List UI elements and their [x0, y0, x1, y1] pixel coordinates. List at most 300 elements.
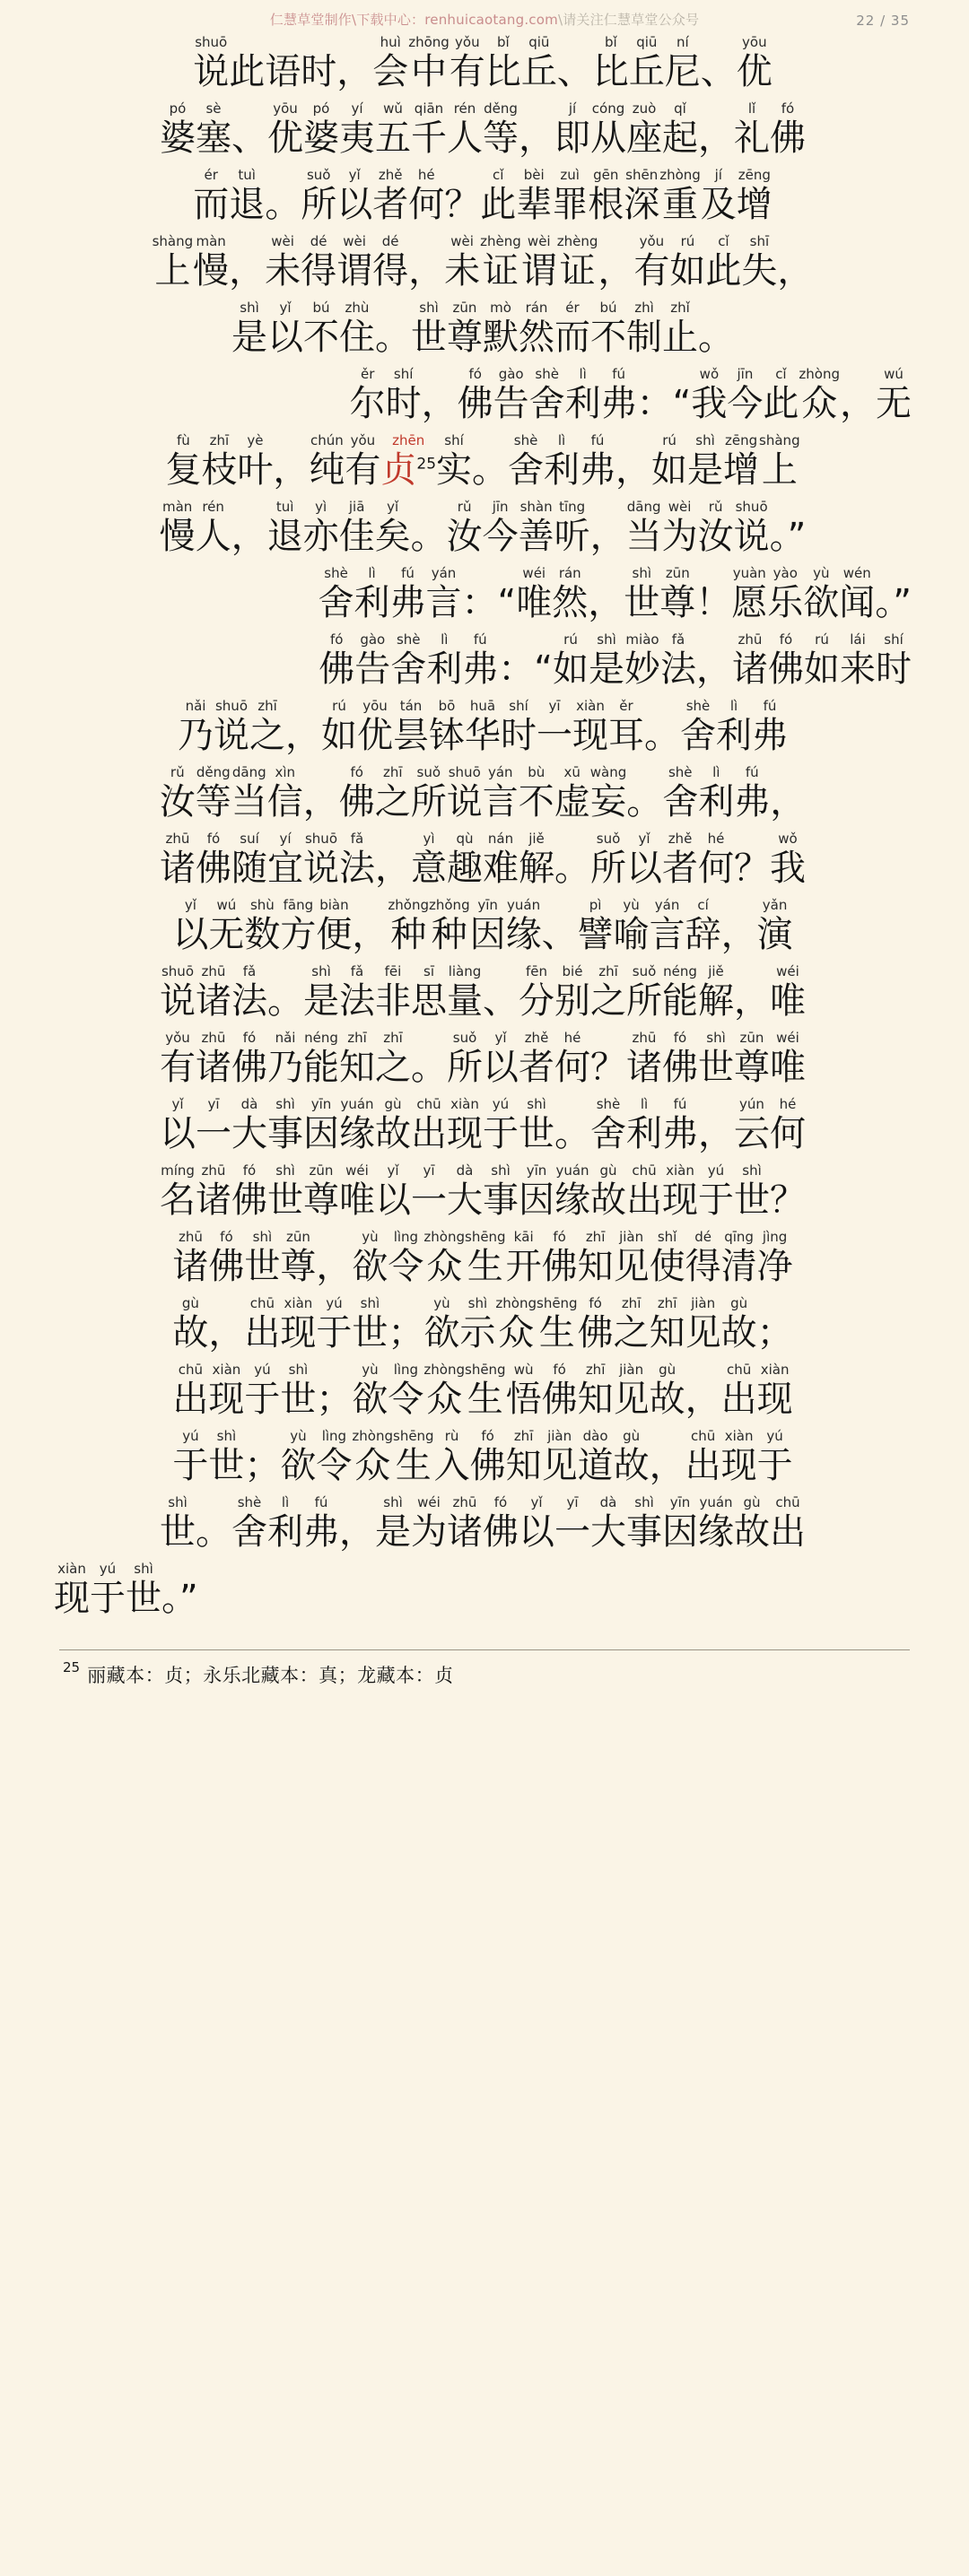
ruby-unit: [339, 499, 375, 557]
hanzi: 故: [172, 1312, 209, 1353]
hanzi: 所: [410, 781, 447, 822]
hanzi: 出: [770, 1511, 806, 1553]
pinyin: zūn: [309, 1162, 334, 1179]
ruby-unit: [265, 233, 301, 292]
pinyin: mò: [490, 300, 511, 316]
pinyin: néng: [663, 963, 697, 979]
pinyin: shè: [324, 565, 348, 581]
hanzi: 说: [446, 781, 483, 822]
punctuation-unit: [411, 499, 447, 557]
ruby-unit: [339, 1030, 375, 1088]
hanzi: 亦: [302, 516, 339, 557]
ruby-unit: [267, 100, 303, 159]
hanzi: ，: [302, 781, 339, 822]
punctuation-unit: [588, 565, 624, 623]
pinyin: xiàn: [450, 1096, 479, 1112]
ruby-unit: [701, 167, 737, 225]
hanzi: ，: [720, 914, 757, 955]
ruby-unit: [662, 1494, 698, 1553]
hanzi: 婆: [303, 117, 339, 159]
ruby-unit: [721, 1428, 757, 1486]
hanzi: 无: [876, 383, 912, 424]
pinyin: zēng: [738, 167, 771, 183]
pinyin: yī: [207, 1096, 220, 1112]
ruby-unit: [752, 698, 788, 756]
ruby-unit: [352, 1362, 388, 1420]
hanzi: 诸: [196, 1047, 231, 1088]
hanzi: 生: [538, 1312, 575, 1353]
ruby-unit: [519, 1162, 554, 1221]
pinyin: jí: [714, 167, 722, 183]
pinyin: fǎ: [350, 831, 364, 847]
ruby-unit: [447, 1494, 483, 1553]
hanzi: 比: [484, 51, 521, 92]
hanzi: 然: [519, 317, 554, 358]
ruby-unit: [590, 963, 626, 1022]
pinyin: jiā: [348, 499, 365, 515]
pinyin: rú: [815, 631, 829, 648]
ruby-unit: [319, 631, 354, 690]
hanzi: 舍: [680, 715, 716, 756]
hanzi: 种: [431, 914, 467, 955]
ruby-unit: [624, 167, 659, 225]
punctuation-unit: [231, 499, 267, 557]
hanzi: 净: [756, 1246, 793, 1287]
hanzi: 此: [763, 383, 799, 424]
pinyin: shuō: [214, 698, 248, 714]
ruby-unit: [319, 565, 354, 623]
hanzi: 告: [493, 383, 529, 424]
punctuation-unit: [388, 1295, 423, 1353]
pinyin: zhēn: [392, 432, 425, 448]
hanzi: 佛: [770, 117, 806, 159]
ruby-unit: [698, 499, 734, 557]
hanzi: 。”: [875, 582, 912, 623]
ruby-unit: [244, 897, 280, 955]
hanzi: 此语时，: [229, 51, 373, 92]
pinyin: lǐ: [747, 100, 756, 117]
pinyin: shí: [393, 366, 414, 382]
pinyin: qù: [456, 831, 474, 847]
pinyin: shì: [695, 432, 715, 448]
pinyin: shì: [706, 1030, 726, 1046]
hanzi: 礼: [734, 117, 770, 159]
ruby-unit: [388, 1362, 423, 1420]
pinyin: fó: [242, 1162, 257, 1179]
hanzi: 塞: [196, 117, 231, 159]
hanzi: 妙: [624, 648, 660, 690]
hanzi: 。: [554, 848, 590, 889]
ruby-unit: [554, 499, 590, 557]
pinyin: zhì: [634, 300, 654, 316]
ruby-unit: [578, 1362, 614, 1420]
hanzi: 法: [339, 980, 375, 1022]
hanzi: ，: [698, 117, 734, 159]
pinyin: hé: [563, 1030, 581, 1046]
punctuation-unit: [590, 1030, 626, 1088]
hanzi: 人: [447, 117, 483, 159]
hanzi: 出: [626, 1179, 662, 1221]
pinyin: wú: [884, 366, 904, 382]
pinyin: bèi: [523, 167, 545, 183]
hanzi: 生: [467, 1379, 503, 1420]
ruby-unit: [506, 1362, 542, 1420]
ruby-unit: [519, 1494, 554, 1553]
pinyin: bō: [438, 698, 456, 714]
hanzi: 令: [388, 1379, 424, 1420]
hanzi: 住: [339, 317, 375, 358]
ruby-unit: [172, 1229, 208, 1287]
punctuation-unit: [626, 764, 662, 822]
pinyin: yú: [492, 1096, 510, 1112]
sutra-line: [54, 963, 912, 1022]
ruby-unit: [519, 831, 554, 889]
ruby-unit: [303, 1162, 339, 1221]
hanzi: 未: [444, 250, 481, 292]
ruby-unit: [231, 1494, 267, 1553]
ruby-unit: [633, 233, 669, 292]
ruby-unit: [201, 432, 237, 491]
hanzi: 数: [244, 914, 281, 955]
hanzi: 分: [519, 980, 554, 1022]
pinyin: shēng: [393, 1428, 434, 1444]
ruby-unit: [444, 233, 480, 292]
pinyin: yú: [182, 1428, 199, 1444]
ruby-unit: [685, 1229, 721, 1287]
hanzi: 知: [339, 1047, 375, 1088]
ruby-unit: [495, 1295, 537, 1353]
hanzi: 尼: [664, 51, 701, 92]
pinyin: gù: [623, 1428, 641, 1444]
ruby-unit: [309, 432, 345, 491]
pinyin: fú: [401, 565, 415, 581]
ruby-unit: [193, 233, 229, 292]
ruby-unit: [493, 366, 529, 424]
pinyin: fó: [553, 1229, 566, 1245]
pinyin: nán: [487, 831, 514, 847]
pinyin: xiàn: [57, 1561, 86, 1577]
ruby-unit: [483, 100, 519, 159]
hanzi: 大: [447, 1179, 483, 1221]
pinyin: zhèng: [556, 233, 598, 249]
pinyin: shì: [491, 1162, 511, 1179]
ruby-unit: [411, 1494, 447, 1553]
hanzi: 说: [303, 848, 339, 889]
pinyin: jiě: [528, 831, 545, 847]
hanzi: 利: [698, 781, 735, 822]
hanzi: 方: [280, 914, 317, 955]
hanzi: 如: [321, 715, 357, 756]
hanzi: 以: [483, 1047, 519, 1088]
hanzi: 汝: [697, 516, 734, 557]
pinyin: yú: [707, 1162, 725, 1179]
pinyin: shì: [288, 1362, 309, 1378]
hanzi: 众: [426, 1246, 463, 1287]
hanzi: 见: [541, 1445, 578, 1486]
pinyin: bǐ: [604, 34, 617, 50]
ruby-unit: [447, 499, 483, 557]
hanzi: 譬: [577, 914, 614, 955]
pinyin: jiàn: [619, 1362, 644, 1378]
ruby-unit: [193, 34, 229, 92]
ruby-unit: [614, 1428, 650, 1486]
watermark: [270, 10, 699, 29]
hanzi: 故: [613, 1445, 650, 1486]
pinyin: fǎ: [242, 963, 257, 979]
hanzi: 知: [505, 1445, 542, 1486]
pinyin: shè: [685, 698, 711, 714]
hanzi: 世: [352, 1312, 388, 1353]
pinyin: wén: [842, 565, 871, 581]
ruby-unit: [698, 1494, 734, 1553]
hanzi: ；: [756, 1312, 793, 1353]
ruby-unit: [732, 631, 768, 690]
pinyin: shēng: [537, 1295, 578, 1311]
hanzi: 弗: [752, 715, 788, 756]
punctuation-unit: [483, 963, 519, 1022]
pinyin: yè: [247, 432, 264, 448]
ruby-unit: [267, 1030, 303, 1088]
hanzi: 生: [467, 1246, 503, 1287]
pinyin: yú: [766, 1428, 783, 1444]
pinyin: shàng: [152, 233, 194, 249]
hanzi: 趣: [447, 848, 483, 889]
ruby-unit: [590, 764, 627, 822]
sutra-line: [54, 499, 912, 557]
ruby-unit: [408, 167, 444, 225]
ruby-unit: [214, 698, 249, 756]
pinyin: míng: [161, 1162, 195, 1179]
pinyin: wèi: [668, 499, 692, 515]
hanzi: 此: [480, 184, 517, 225]
hanzi: ，: [421, 383, 458, 424]
ruby-unit: [626, 1494, 662, 1553]
ruby-unit: [172, 1428, 208, 1486]
ruby-unit: [470, 1428, 506, 1486]
hanzi: ：“: [498, 648, 553, 690]
pinyin: fǎ: [350, 963, 364, 979]
punctuation-unit: [244, 1428, 280, 1486]
hanzi: 即: [554, 117, 590, 159]
hanzi: 尊: [447, 317, 483, 358]
hanzi: 舍: [390, 648, 427, 690]
punctuation-unit: [265, 167, 301, 225]
pinyin: xiàn: [284, 1295, 313, 1311]
punctuation-unit: [698, 100, 734, 159]
pinyin: yǐ: [530, 1494, 543, 1510]
pinyin: rén: [453, 100, 476, 117]
ruby-unit: [390, 631, 426, 690]
ruby-unit: [267, 499, 303, 557]
sutra-line: [54, 1561, 912, 1619]
hanzi: 信: [266, 781, 303, 822]
hanzi: 尊: [734, 1047, 770, 1088]
hanzi: 弗: [580, 449, 616, 491]
pinyin: fó: [481, 1428, 494, 1444]
pinyin: yú: [326, 1295, 343, 1311]
hanzi: 意: [411, 848, 447, 889]
sutra-line: [54, 1030, 912, 1088]
hanzi: 然: [552, 582, 589, 623]
hanzi: 舍: [590, 1113, 626, 1154]
pinyin: yī: [423, 1162, 435, 1179]
hanzi: 人: [195, 516, 231, 557]
sutra-line: [54, 1162, 912, 1221]
hanzi: 随: [231, 848, 267, 889]
pinyin: fó: [468, 366, 482, 382]
pinyin: màn: [196, 233, 226, 249]
ruby-unit: [160, 831, 196, 889]
pinyin: děng: [196, 764, 231, 780]
pinyin: dà: [456, 1162, 474, 1179]
ruby-unit: [770, 1030, 806, 1088]
pinyin: yào: [773, 565, 798, 581]
pinyin: dé: [310, 233, 327, 249]
ruby-unit: [757, 897, 793, 955]
hanzi: ，: [589, 516, 626, 557]
ruby-unit: [411, 100, 447, 159]
hanzi: 于: [698, 1179, 734, 1221]
hanzi: 利: [354, 582, 390, 623]
pinyin: wú: [216, 897, 237, 913]
ruby-unit: [698, 831, 734, 889]
ruby-unit: [54, 1561, 90, 1619]
ruby-unit: [588, 167, 624, 225]
pinyin: xiàn: [760, 1362, 790, 1378]
hanzi: 欲: [280, 1445, 317, 1486]
hanzi: 有: [449, 51, 485, 92]
footnote-ref[interactable]: 25: [416, 455, 437, 474]
ruby-unit: [172, 1295, 208, 1353]
hanzi: 见: [613, 1246, 650, 1287]
hanzi: 便: [316, 914, 353, 955]
hanzi: ：“: [461, 582, 517, 623]
pinyin: rán: [558, 565, 581, 581]
hanzi: 舍: [662, 781, 699, 822]
hanzi: 得: [372, 250, 409, 292]
pinyin: zhī: [657, 1295, 677, 1311]
hanzi: 诸: [626, 1047, 662, 1088]
ruby-unit: [660, 631, 696, 690]
ruby-unit: [434, 1428, 470, 1486]
ruby-unit: [160, 100, 196, 159]
hanzi: 以: [267, 317, 303, 358]
hanzi: 。: [626, 781, 663, 822]
pinyin: yuàn: [732, 565, 766, 581]
hanzi: ，: [615, 449, 652, 491]
ruby-unit: [375, 1030, 411, 1088]
hanzi: 。: [472, 449, 509, 491]
punctuation-unit: [698, 300, 734, 358]
ruby-unit: [626, 300, 662, 358]
hanzi: 佳: [338, 516, 375, 557]
pinyin: zhū: [178, 1229, 203, 1245]
pinyin: yōu: [742, 34, 767, 50]
pinyin: yù: [433, 1295, 450, 1311]
pinyin: suǒ: [632, 963, 657, 979]
hanzi: 如: [669, 250, 706, 292]
hanzi: ；: [388, 1312, 424, 1353]
pinyin: rú: [332, 698, 346, 714]
hanzi: 现: [572, 715, 608, 756]
punctuation-unit: [777, 233, 813, 292]
hanzi: 上: [154, 250, 191, 292]
punctuation-unit: [285, 698, 321, 756]
hanzi: 纯: [309, 449, 345, 491]
pinyin: yǒu: [350, 432, 376, 448]
punctuation-unit: [650, 1428, 685, 1486]
hanzi: 世: [280, 1379, 317, 1420]
ruby-unit: [267, 764, 303, 822]
pinyin: fó: [330, 631, 344, 648]
hanzi: 优: [267, 117, 303, 159]
hanzi: 及: [700, 184, 737, 225]
pinyin: zhū: [201, 1162, 226, 1179]
pinyin: fú: [745, 764, 759, 780]
ruby-unit: [662, 831, 698, 889]
ruby-unit: [244, 1362, 280, 1420]
punctuation-unit: [316, 1362, 352, 1420]
ruby-unit: [698, 764, 734, 822]
punctuation-unit: [411, 1030, 447, 1088]
hanzi: 众: [498, 1312, 535, 1353]
pinyin: zhǒng: [429, 897, 470, 913]
hanzi: 所: [301, 184, 337, 225]
ruby-unit: [578, 1428, 614, 1486]
hanzi: 言: [425, 582, 462, 623]
ruby-unit: [662, 764, 698, 822]
pinyin: fó: [220, 1229, 233, 1245]
sutra-line: [54, 764, 912, 822]
pinyin: zhū: [738, 631, 763, 648]
pinyin: jiàn: [619, 1229, 644, 1245]
hanzi: 尔: [349, 383, 386, 424]
hanzi: 世: [126, 1578, 162, 1619]
hanzi: 昙: [393, 715, 429, 756]
pinyin: zhū: [632, 1030, 657, 1046]
ruby-unit: [521, 233, 557, 292]
hanzi: 有: [633, 250, 670, 292]
hanzi: 之: [590, 980, 626, 1022]
ruby-unit: [626, 831, 662, 889]
ruby-unit: [339, 1096, 375, 1154]
pinyin: yīn: [310, 1096, 332, 1112]
hanzi: 现: [208, 1379, 245, 1420]
hanzi: 说: [160, 980, 196, 1022]
ruby-unit: [578, 897, 614, 955]
hanzi: 不: [590, 317, 626, 358]
hanzi: 佛: [208, 1246, 245, 1287]
hanzi: 因: [303, 1113, 339, 1154]
pinyin: yǐ: [638, 831, 650, 847]
punctuation-unit: [229, 34, 372, 92]
pinyin: ní: [676, 34, 689, 50]
hanzi: 、: [700, 51, 737, 92]
ruby-unit: [770, 100, 806, 159]
hanzi: 叶: [237, 449, 274, 491]
hanzi: 如: [804, 648, 840, 690]
ruby-unit: [375, 100, 411, 159]
hanzi: 。: [644, 715, 680, 756]
pinyin: jīn: [737, 366, 754, 382]
ruby-unit: [516, 167, 552, 225]
hanzi: 佛: [196, 848, 231, 889]
punctuation-unit: [444, 167, 480, 225]
ruby-unit: [196, 1096, 231, 1154]
ruby-unit: [685, 1428, 721, 1486]
ruby-unit: [339, 764, 375, 822]
ruby-unit: [768, 631, 804, 690]
